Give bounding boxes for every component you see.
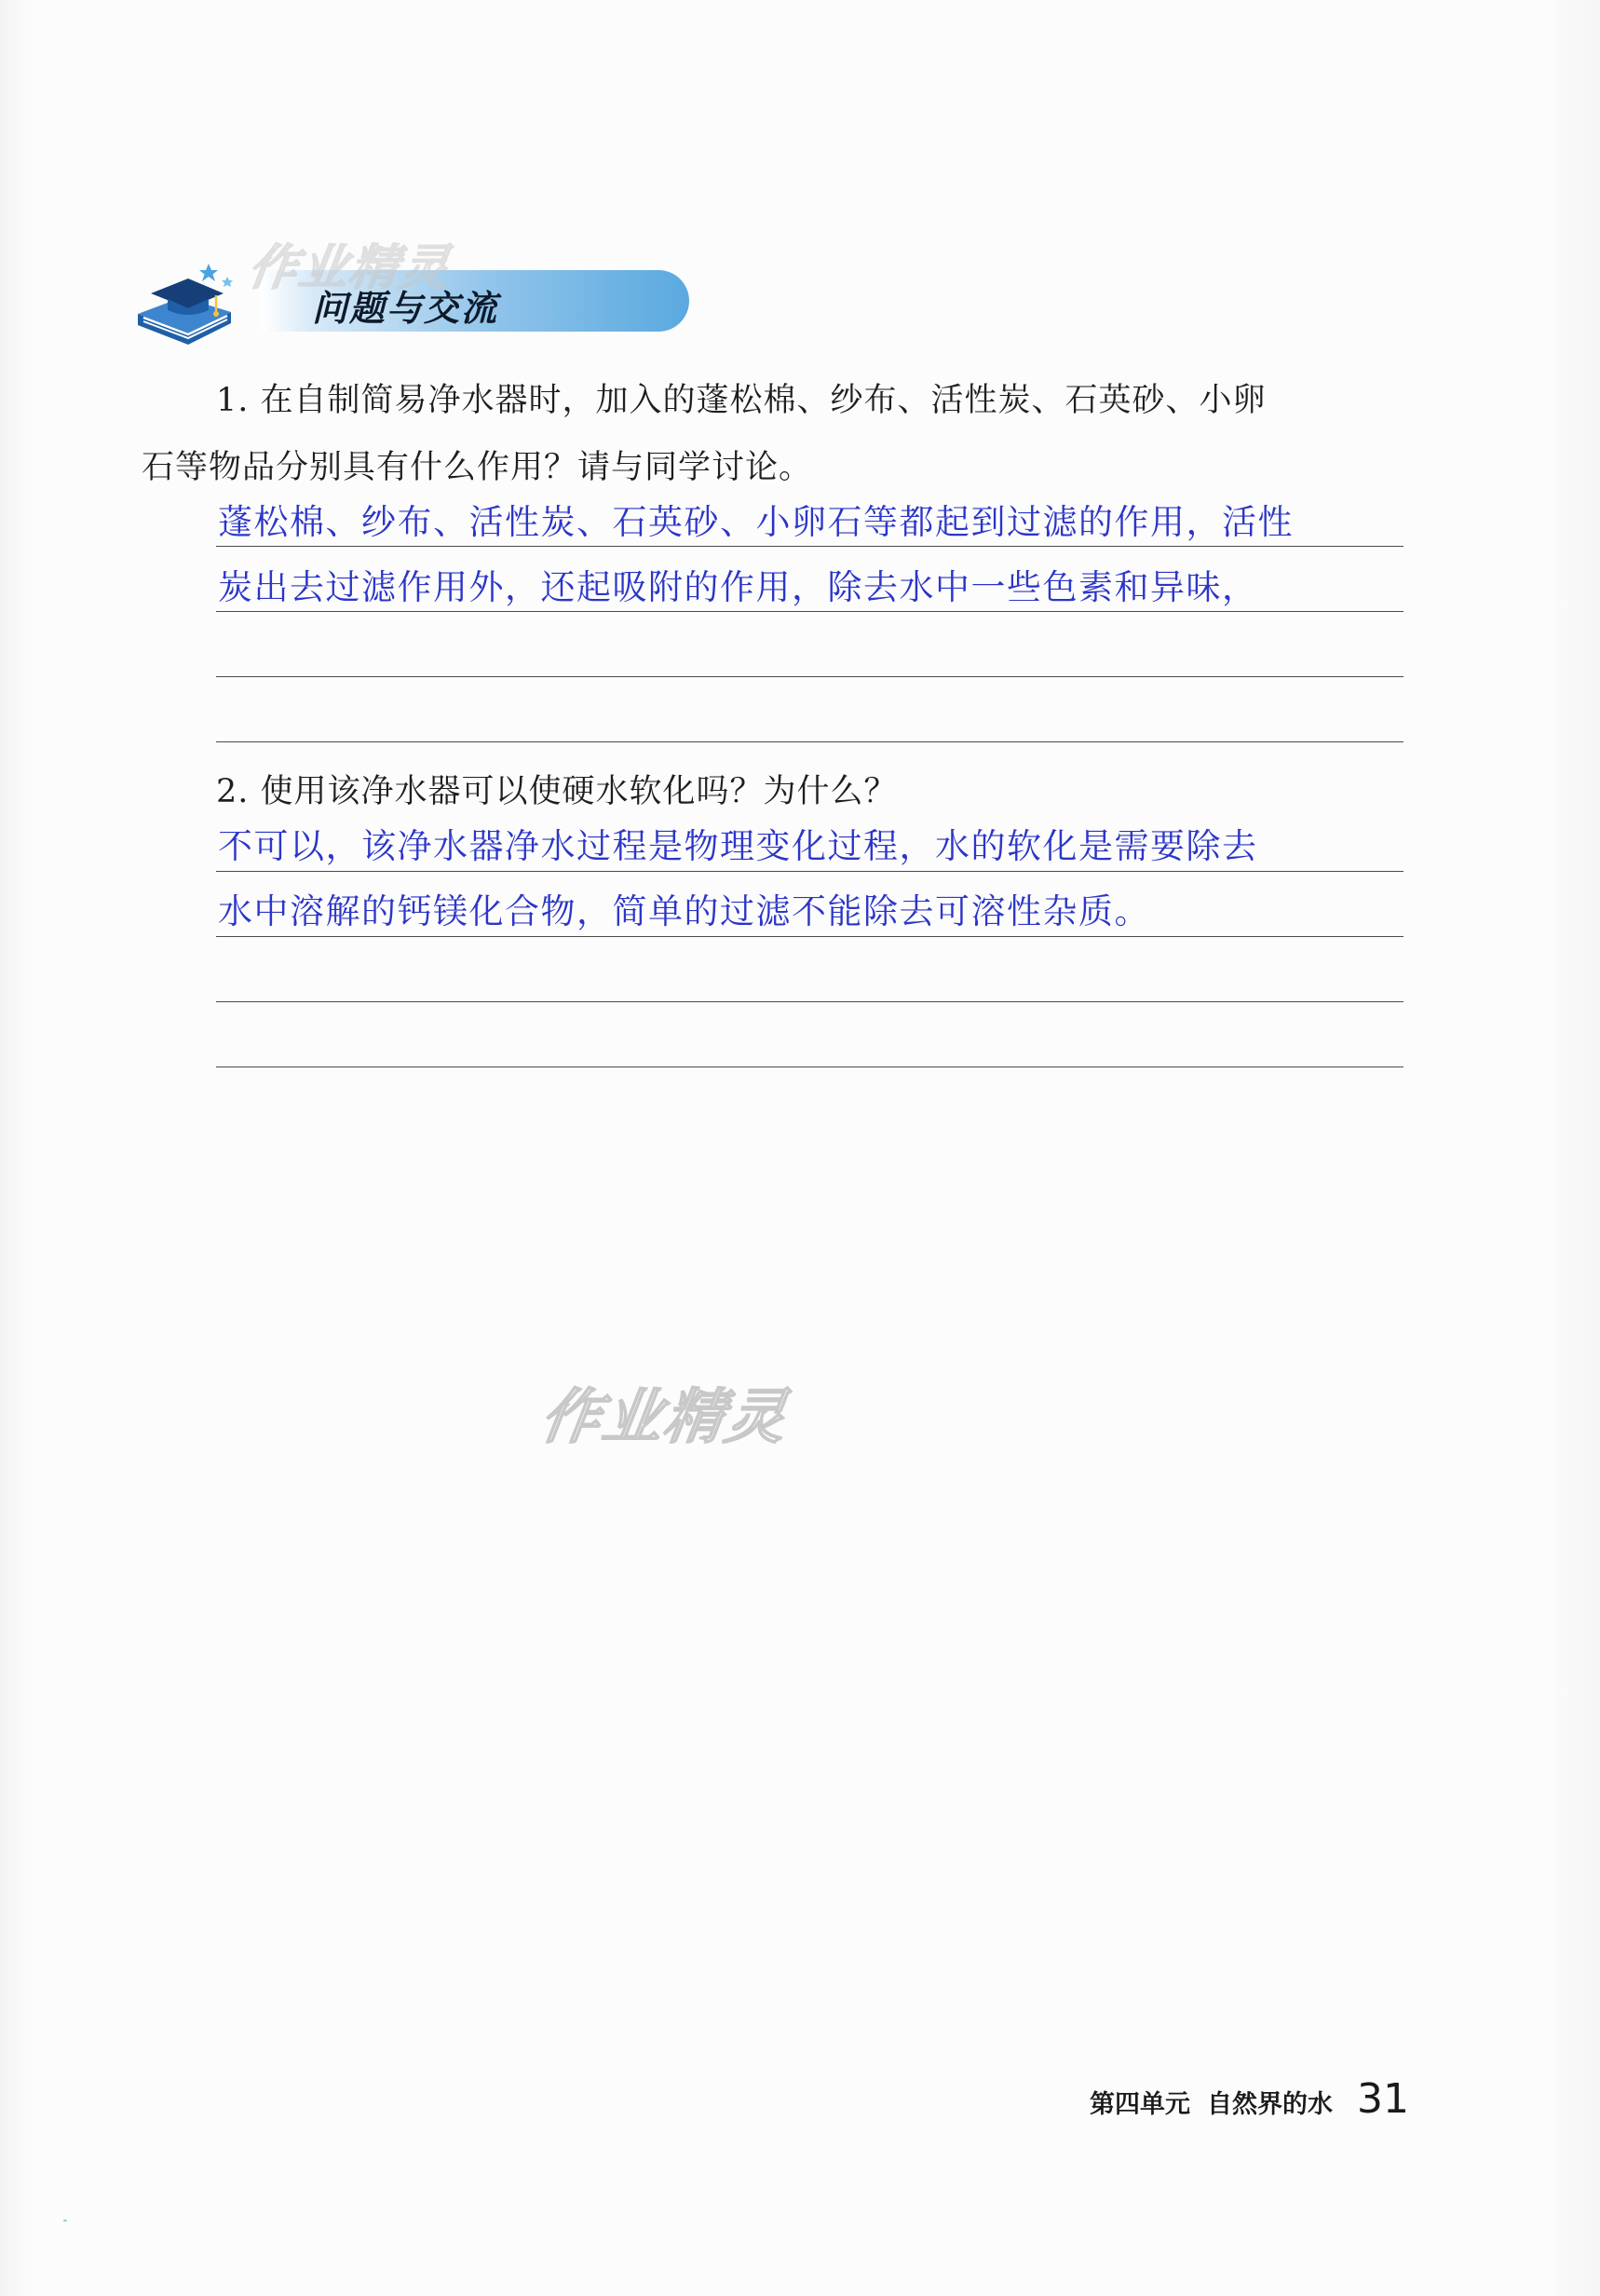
- graduation-book-icon: [130, 256, 237, 349]
- section-title: 问题与交流: [312, 288, 499, 329]
- answer-rule: [216, 676, 1403, 677]
- watermark-top: 作业精灵: [245, 240, 454, 296]
- answer-2-line-2: 水中溶解的钙镁化合物，简单的过滤不能除去可溶性杂质。: [218, 891, 1150, 931]
- answer-rule: [216, 741, 1403, 742]
- answer-rule: [216, 1066, 1403, 1067]
- question-2-line-1: 2. 使用该净水器可以使硬水软化吗？为什么？: [216, 773, 898, 810]
- answer-rule: [216, 871, 1403, 872]
- answer-rule: [216, 546, 1403, 547]
- footer-unit: 第四单元: [1090, 2090, 1190, 2119]
- answer-rule: [216, 936, 1403, 937]
- page-number: 31: [1357, 2075, 1409, 2123]
- question-1-line-1: 1. 在自制简易净水器时，加入的蓬松棉、纱布、活性炭、石英砂、小卵: [216, 382, 1267, 419]
- page-footer: [1090, 2075, 1409, 2123]
- speck: [63, 2220, 67, 2221]
- answer-1-line-1: 蓬松棉、纱布、活性炭、石英砂、小卵石等都起到过滤的作用，活性: [218, 502, 1294, 542]
- question-1-line-2: 石等物品分别具有什么作用？请与同学讨论。: [142, 449, 813, 486]
- footer-topic: 自然界的水: [1207, 2090, 1333, 2119]
- watermark-middle: 作业精灵: [536, 1383, 793, 1452]
- answer-1-line-2: 炭出去过滤作用外，还起吸附的作用，除去水中一些色素和异味，: [218, 567, 1258, 607]
- answer-2-line-1: 不可以，该净水器净水过程是物理变化过程，水的软化是需要除去: [218, 826, 1258, 866]
- answer-rule: [216, 611, 1403, 612]
- answer-rule: [216, 1001, 1403, 1002]
